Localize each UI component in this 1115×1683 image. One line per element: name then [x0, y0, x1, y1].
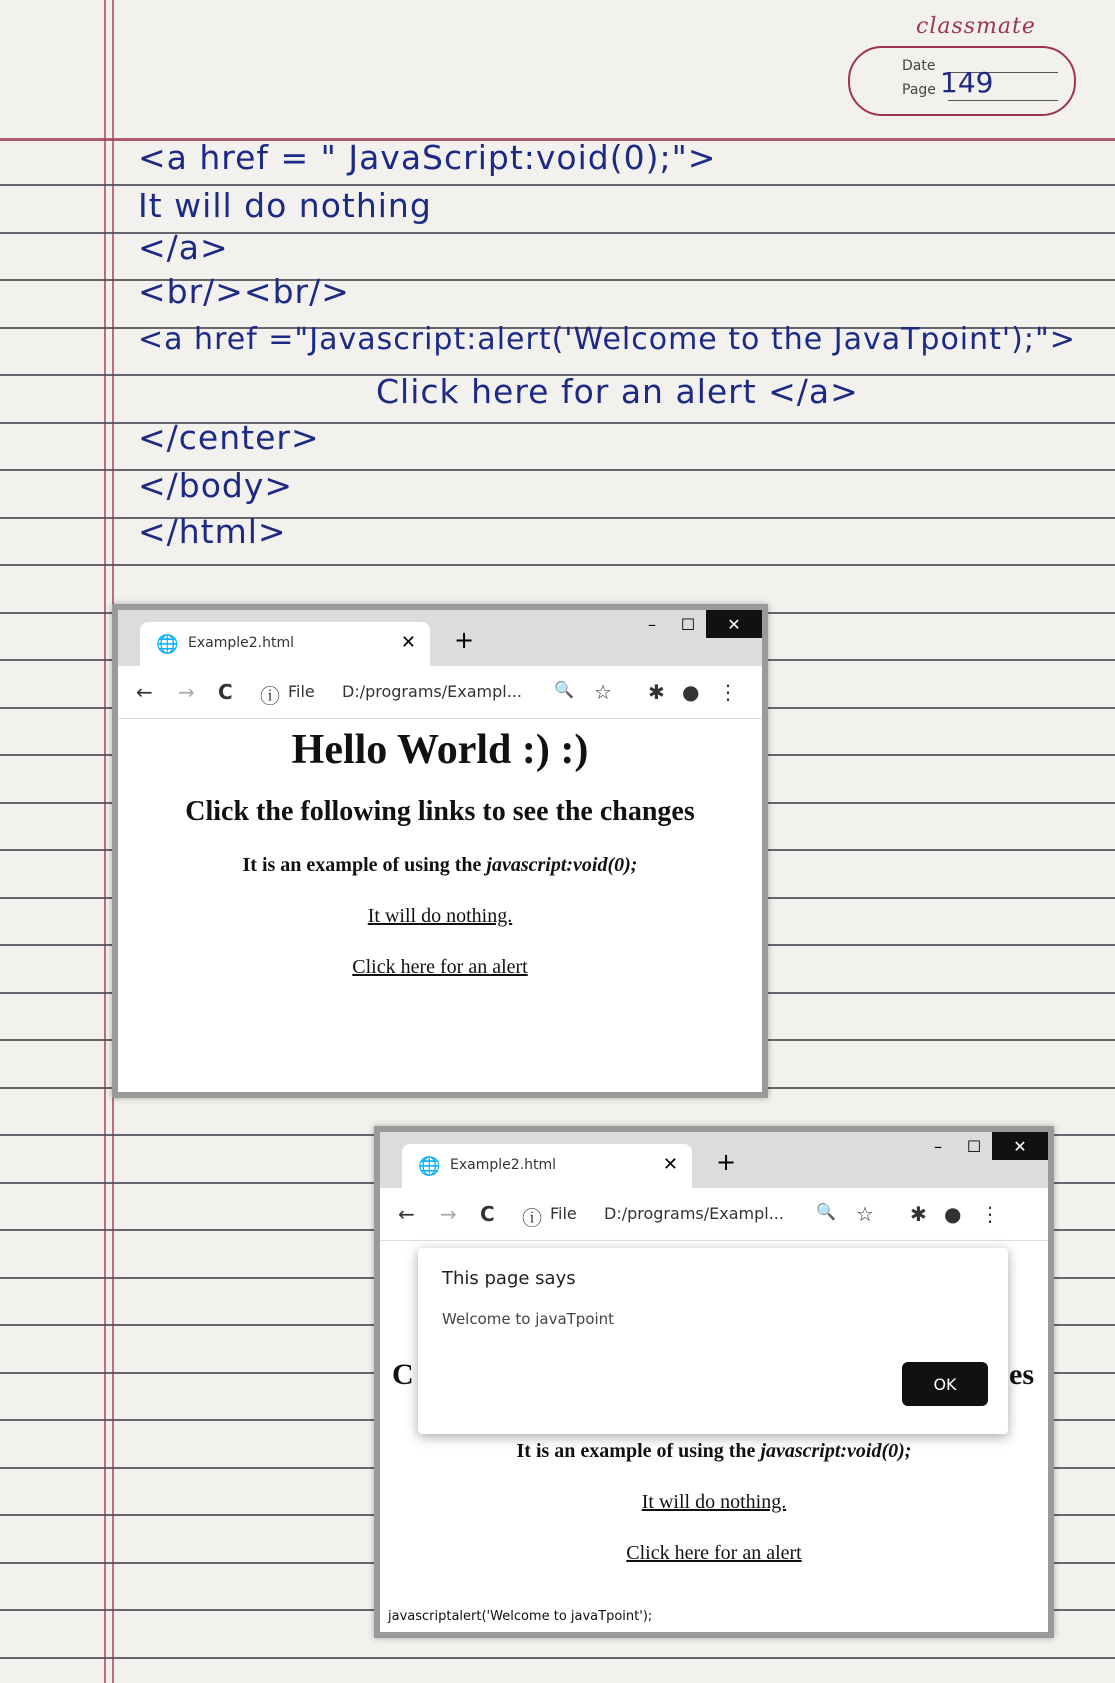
hw-line-9: </html> — [138, 512, 287, 551]
zoom-icon[interactable]: 🔍 — [816, 1202, 836, 1221]
browser-window-1 — [112, 604, 768, 1098]
page-label: Page — [902, 82, 936, 98]
zoom-icon[interactable]: 🔍 — [554, 680, 574, 699]
page-number: 149 — [940, 66, 994, 99]
example-text: It is an example of using the — [242, 854, 487, 876]
new-tab-button[interactable]: + — [454, 626, 475, 654]
minimize-icon[interactable]: – — [934, 1136, 942, 1156]
globe-icon: 🌐 — [156, 634, 179, 655]
url-prefix: File — [550, 1204, 577, 1223]
nothing-link[interactable]: It will do nothing. — [641, 1491, 787, 1513]
hw-line-6: Click here for an alert </a> — [376, 372, 859, 411]
menu-icon[interactable]: ⋮ — [718, 680, 738, 704]
star-icon[interactable]: ☆ — [856, 1202, 874, 1226]
alert-link[interactable]: Click here for an alert — [352, 956, 528, 978]
status-bar: javascriptalert('Welcome to javaTpoint'); — [388, 1609, 653, 1624]
hw-line-8: </body> — [138, 466, 294, 505]
info-icon[interactable]: ⓘ — [522, 1206, 542, 1230]
example-code: javascript:void(0); — [760, 1440, 912, 1462]
address-bar — [380, 1188, 1048, 1241]
browser-window-2 — [374, 1126, 1054, 1638]
maximize-icon[interactable]: ☐ — [966, 1136, 982, 1156]
tab-bar — [118, 610, 762, 666]
window-controls — [634, 610, 762, 640]
example-text: It is an example of using the — [516, 1440, 761, 1462]
partial-subheading-right: es — [1009, 1358, 1034, 1391]
ruled-line — [0, 564, 1115, 566]
hw-line-2: It will do nothing — [138, 186, 432, 225]
extension-icon[interactable]: ✱ — [910, 1202, 927, 1226]
hw-line-1: <a href = " JavaScript:void(0);"> — [138, 138, 717, 177]
hw-line-4: <br/><br/> — [138, 272, 350, 311]
close-window-icon[interactable]: ✕ — [992, 1132, 1048, 1160]
close-tab-icon[interactable]: ✕ — [400, 632, 416, 653]
dialog-title: This page says — [442, 1268, 576, 1289]
new-tab-button[interactable]: + — [716, 1148, 737, 1176]
page-line — [948, 100, 1058, 101]
url-field[interactable]: D:/programs/Exampl... — [604, 1204, 784, 1223]
ruled-line — [0, 1657, 1115, 1659]
account-icon[interactable]: ● — [682, 680, 700, 704]
tab-title: Example2.html — [188, 635, 294, 651]
date-label: Date — [902, 58, 936, 74]
url-field[interactable]: D:/programs/Exampl... — [342, 682, 522, 701]
example-code: javascript:void(0); — [486, 854, 638, 876]
window-controls — [920, 1132, 1048, 1162]
url-prefix: File — [288, 682, 315, 701]
close-window-icon[interactable]: ✕ — [706, 610, 762, 638]
nothing-link[interactable]: It will do nothing. — [367, 905, 513, 927]
extension-icon[interactable]: ✱ — [648, 680, 665, 704]
tab-bar — [380, 1132, 1048, 1188]
example-line — [380, 1440, 1048, 1463]
brand-logo: classmate — [916, 14, 1036, 39]
forward-icon[interactable]: → — [178, 680, 195, 704]
globe-icon: 🌐 — [418, 1156, 441, 1177]
hw-line-3: </a> — [138, 228, 229, 267]
browser-tab[interactable] — [402, 1144, 692, 1188]
maximize-icon[interactable]: ☐ — [680, 614, 696, 634]
tab-title: Example2.html — [450, 1157, 556, 1173]
info-icon[interactable]: ⓘ — [260, 684, 280, 708]
alert-dialog — [418, 1248, 1008, 1434]
account-icon[interactable]: ● — [944, 1202, 962, 1226]
page-content — [118, 720, 762, 979]
partial-subheading-left: C — [392, 1358, 414, 1391]
close-tab-icon[interactable]: ✕ — [662, 1154, 678, 1175]
page-heading: Hello World :) :) — [291, 727, 589, 773]
menu-icon[interactable]: ⋮ — [980, 1202, 1000, 1226]
reload-icon[interactable]: C — [480, 1202, 495, 1226]
ok-button[interactable]: OK — [902, 1362, 988, 1406]
page-subheading: Click the following links to see the changes — [185, 796, 695, 827]
address-bar — [118, 666, 762, 719]
reload-icon[interactable]: C — [218, 680, 233, 704]
back-icon[interactable]: ← — [136, 680, 153, 704]
back-icon[interactable]: ← — [398, 1202, 415, 1226]
example-line — [118, 854, 762, 877]
browser-tab[interactable] — [140, 622, 430, 666]
star-icon[interactable]: ☆ — [594, 680, 612, 704]
forward-icon[interactable]: → — [440, 1202, 457, 1226]
dialog-message: Welcome to javaTpoint — [442, 1310, 615, 1328]
minimize-icon[interactable]: – — [648, 614, 656, 634]
hw-line-7: </center> — [138, 418, 320, 457]
alert-link[interactable]: Click here for an alert — [626, 1542, 802, 1564]
hw-line-5: <a href ="Javascript:alert('Welcome to the JavaTpoint');"> — [138, 322, 1076, 357]
